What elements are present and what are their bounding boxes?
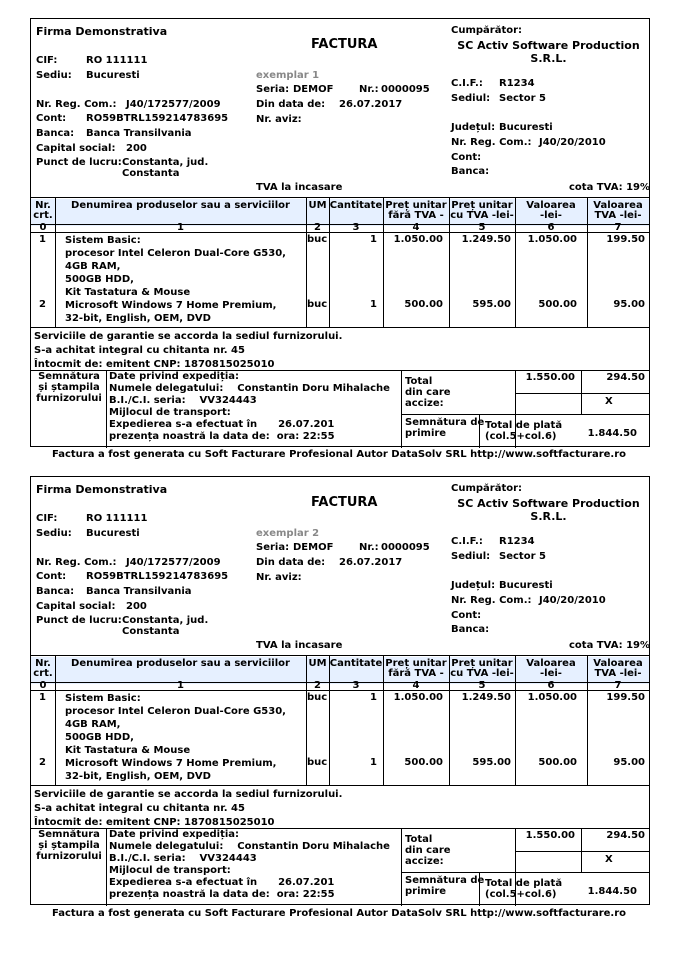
col-um: UM [308,200,327,211]
date-value: 26.07.2017 [339,557,403,568]
buyer-banca-label: Banca: [451,166,490,177]
invoice-notes: Serviciile de garantie se accorda la sediul furnizorului. S-a achitat integral cu chitanta nr. 45 Întocmit de: emitent CNP: 1870815025010 [34,331,343,370]
item-description: Microsoft Windows 7 Home Premium, 32-bit, English, OEM, DVD [65,758,277,782]
serie-label: Seria: [256,542,290,553]
seller-sediu-label: Sediu: [36,70,72,81]
seller-reg: J40/172577/2009 [126,99,221,110]
col-index: 3 [352,222,360,233]
buyer-reg: J40/20/2010 [539,137,606,148]
receipt-signature: Semnătura de primire [405,417,485,439]
seller-cont-label: Cont: [36,113,67,124]
seller-sediu-label: Sediu: [36,528,72,539]
col-um: UM [308,658,327,669]
pay-label: Total de plată (col.5+col.6) [485,420,563,442]
col-index: 1 [177,222,184,233]
pay-label: Total de plată (col.5+col.6) [485,878,563,900]
seller-capital: 200 [126,143,147,154]
seller-capital-label: Capital social: [36,143,116,154]
col-value: Valoarea -lei- [526,200,576,221]
seller-cont-label: Cont: [36,571,67,582]
seller-punct: Constanta, jud. Constanta [122,157,209,179]
total-value: 1.550.00 [525,372,575,383]
copy-label: exemplar 2 [256,528,320,539]
col-index: 5 [478,222,486,233]
seller-capital: 200 [126,601,147,612]
seller-name: Firma Demonstrativa [36,483,168,496]
total-vat: 294.50 [606,372,645,383]
col-unit-price-vat: Preț unitar cu TVA -lei- [450,200,514,221]
nr-value: 0000095 [381,84,430,95]
buyer-judet-label: Județul: [451,580,496,591]
receipt-signature: Semnătura de primire [405,875,485,897]
tva-note: TVA la incasare [256,182,343,193]
aviz-label: Nr. aviz: [256,572,302,583]
date-label: Din data de: [256,99,326,110]
seller-sediu: Bucuresti [86,528,140,539]
buyer-reg-label: Nr. Reg. Com.: [451,595,532,606]
col-index: 6 [547,680,555,691]
serie-value: DEMOF [293,542,334,553]
buyer-cif-label: C.I.F.: [451,536,483,547]
seller-cont: RO59BTRL159214783695 [86,113,229,124]
seller-banca: Banca Transilvania [86,128,192,139]
seller-cont: RO59BTRL159214783695 [86,571,229,582]
col-index: 4 [412,680,420,691]
item-description: Microsoft Windows 7 Home Premium, 32-bit, English, OEM, DVD [65,300,277,324]
invoice-copy-1: Firma Demonstrativa FACTURA Cumpărător: SC Activ Software Production S.R.L. CIF: RO 111111 Sediu: Bucuresti exemplar 1 Seria: DEMOF Nr.: 0000095 Din data de: 26.07.2017 Nr. aviz: Nr. Reg. Com.: J40/172577/2009 Cont: RO59BTRL159214783695 Banca: Banca Transilvania Capital social: 200 Punct de lucru: Constanta, jud. Constanta C.I.F.: R1234 Sediul: Sector 5 Județul: Bucuresti Nr. Reg. Com.: J40/20/2010 Cont: Banca: TVA la incasare cota TVA: 19% Nr. crt. Denumirea produselor sau a serviciilor UM Cantitate Preț unitar fără TVA - Preț unitar cu TVA -lei- Valoarea -lei- Valoarea TVA -lei- 0 1 2 3 4 5 6 7 1 Sistem Basic: procesor Intel Celeron Dual-Core G530, 4GB RAM, 500GB HDD, Kit Tastatura & Mouse buc 1 1.050.00 1.249.50 1.050.00 199.50 2 Microsoft Windows 7 Home Premium, 32-bit, English, OEM, DVD buc 1 500.00 595.00 500.00 95.00 Serviciile de garantie se accorda la sediul furnizorului. S-a achitat integral cu chitanta nr. 45 Întocmit de: emitent CNP: 1870815025010 Semnătura și ștampila furnizorului Date privind expediția: Numele delegatului: Constantin Doru Mihalache B.I./C.I. seria: VV324443 Mijlocul de transport: Expedierea s-a efectuat în 26.07.201 prezența noastră la data de: ora: 22:55 Total din care accize: 1.550.00 294.50 X Semnătura de primire Total de plată (col.5+col.6) 1.844.50 [30,18,650,447]
col-index: 6 [547,222,555,233]
buyer-name: SC Activ Software Production S.R.L. [457,39,640,65]
col-nr: Nr. crt. [33,200,53,221]
buyer-cif-label: C.I.F.: [451,78,483,89]
col-index: 3 [352,680,360,691]
cota-tva: cota TVA: 19% [569,182,651,193]
nr-label: Nr.: [359,84,379,95]
seller-sediu: Bucuresti [86,70,140,81]
buyer-sediu: Sector 5 [499,93,546,104]
expedition-info: Date privind expediția: Numele delegatului: Constantin Doru Mihalache B.I./C.I. seria: VV324443 Mijlocul de transport: Expedierea s-a efectuat în 26.07.201 prezența noastră la data de: ora: 22:55 [109,371,390,442]
invoice-title: FACTURA [311,495,378,510]
footer-note: Factura a fost generata cu Soft Facturare Profesional Autor DataSolv SRL http://www.softfacturare.ro [51,449,627,460]
aviz-label: Nr. aviz: [256,114,302,125]
seller-name: Firma Demonstrativa [36,25,168,38]
seller-punct-label: Punct de lucru: [36,157,122,168]
col-index: 2 [314,222,321,233]
seller-cif-label: CIF: [36,513,58,524]
serie-label: Seria: [256,84,290,95]
invoice-copy-2: Firma Demonstrativa FACTURA Cumpărător: SC Activ Software Production S.R.L. CIF: RO 111111 Sediu: Bucuresti exemplar 2 Seria: DEMOF Nr.: 0000095 Din data de: 26.07.2017 Nr. aviz: Nr. Reg. Com.: J40/172577/2009 Cont: RO59BTRL159214783695 Banca: Banca Transilvania Capital social: 200 Punct de lucru: Constanta, jud. Constanta C.I.F.: R1234 Sediul: Sector 5 Județul: Bucuresti Nr. Reg. Com.: J40/20/2010 Cont: Banca: TVA la incasare cota TVA: 19% Nr. crt. Denumirea produselor sau a serviciilor UM Cantitate Preț unitar fără TVA - Preț unitar cu TVA -lei- Valoarea -lei- Valoarea TVA -lei- 0 1 2 3 4 5 6 7 1 Sistem Basic: procesor Intel Celeron Dual-Core G530, 4GB RAM, 500GB HDD, Kit Tastatura & Mouse buc 1 1.050.00 1.249.50 1.050.00 199.50 2 Microsoft Windows 7 Home Premium, 32-bit, English, OEM, DVD buc 1 500.00 595.00 500.00 95.00 Serviciile de garantie se accorda la sediul furnizorului. S-a achitat integral cu chitanta nr. 45 Întocmit de: emitent CNP: 1870815025010 Semnătura și ștampila furnizorului Date privind expediția: Numele delegatului: Constantin Doru Mihalache B.I./C.I. seria: VV324443 Mijlocul de transport: Expedierea s-a efectuat în 26.07.201 prezența noastră la data de: ora: 22:55 Total din care accize: 1.550.00 294.50 X Semnătura de primire Total de plată (col.5+col.6) 1.844.50 [30,476,650,905]
col-index: 4 [412,222,420,233]
buyer-sediu: Sector 5 [499,551,546,562]
supplier-signature: Semnătura și ștampila furnizorului [36,829,102,862]
seller-reg: J40/172577/2009 [126,557,221,568]
buyer-name: SC Activ Software Production S.R.L. [457,497,640,523]
col-vat-value: Valoarea TVA -lei- [593,200,643,221]
seller-banca: Banca Transilvania [86,586,192,597]
buyer-banca-label: Banca: [451,624,490,635]
buyer-judet: Bucuresti [499,122,553,133]
buyer-header: Cumpărător: [451,483,523,494]
col-nr: Nr. crt. [33,658,53,679]
col-vat-value: Valoarea TVA -lei- [593,658,643,679]
seller-banca-label: Banca: [36,586,75,597]
item-description: Sistem Basic: procesor Intel Celeron Dual-Core G530, 4GB RAM, 500GB HDD, Kit Tastatura & Mouse [65,235,286,298]
seller-banca-label: Banca: [36,128,75,139]
buyer-reg-label: Nr. Reg. Com.: [451,137,532,148]
total-vat: 294.50 [606,830,645,841]
col-unit-price-vat: Preț unitar cu TVA -lei- [450,658,514,679]
buyer-cont-label: Cont: [451,152,482,163]
cota-tva: cota TVA: 19% [569,640,651,651]
seller-punct-label: Punct de lucru: [36,615,122,626]
col-desc: Denumirea produselor sau a serviciilor [71,658,290,669]
footer-note: Factura a fost generata cu Soft Facturare Profesional Autor DataSolv SRL http://www.softfacturare.ro [51,908,627,919]
col-index: 0 [39,680,47,691]
col-index: 1 [177,680,184,691]
date-value: 26.07.2017 [339,99,403,110]
serie-value: DEMOF [293,84,334,95]
total-label: Total din care accize: [405,376,451,409]
accize-mark: X [605,854,613,865]
col-desc: Denumirea produselor sau a serviciilor [71,200,290,211]
seller-reg-label: Nr. Reg. Com.: [36,99,117,110]
col-index: 5 [478,680,486,691]
buyer-reg: J40/20/2010 [539,595,606,606]
date-label: Din data de: [256,557,326,568]
col-unit-price: Preț unitar fără TVA - [385,200,447,221]
col-qty: Cantitate [329,200,383,211]
supplier-signature: Semnătura și ștampila furnizorului [36,371,102,404]
nr-label: Nr.: [359,542,379,553]
seller-cif: RO 111111 [86,513,148,524]
col-index: 7 [614,680,622,691]
col-qty: Cantitate [329,658,383,669]
buyer-judet-label: Județul: [451,122,496,133]
buyer-judet: Bucuresti [499,580,553,591]
nr-value: 0000095 [381,542,430,553]
buyer-sediu-label: Sediul: [451,551,491,562]
accize-mark: X [605,396,613,407]
seller-cif-label: CIF: [36,55,58,66]
pay-total: 1.844.50 [587,428,637,439]
buyer-cif: R1234 [499,536,535,547]
tva-note: TVA la incasare [256,640,343,651]
invoice-notes: Serviciile de garantie se accorda la sediul furnizorului. S-a achitat integral cu chitanta nr. 45 Întocmit de: emitent CNP: 1870815025010 [34,789,343,828]
col-value: Valoarea -lei- [526,658,576,679]
item-description: Sistem Basic: procesor Intel Celeron Dual-Core G530, 4GB RAM, 500GB HDD, Kit Tastatura & Mouse [65,693,286,756]
buyer-cont-label: Cont: [451,610,482,621]
total-value: 1.550.00 [525,830,575,841]
total-label: Total din care accize: [405,834,451,867]
buyer-cif: R1234 [499,78,535,89]
col-index: 0 [39,222,47,233]
buyer-header: Cumpărător: [451,25,523,36]
pay-total: 1.844.50 [587,886,637,897]
col-index: 2 [314,680,321,691]
col-unit-price: Preț unitar fără TVA - [385,658,447,679]
col-index: 7 [614,222,622,233]
seller-cif: RO 111111 [86,55,148,66]
expedition-info: Date privind expediția: Numele delegatului: Constantin Doru Mihalache B.I./C.I. seria: VV324443 Mijlocul de transport: Expedierea s-a efectuat în 26.07.201 prezența noastră la data de: ora: 22:55 [109,829,390,900]
seller-reg-label: Nr. Reg. Com.: [36,557,117,568]
seller-capital-label: Capital social: [36,601,116,612]
invoice-title: FACTURA [311,37,378,52]
buyer-sediu-label: Sediul: [451,93,491,104]
seller-punct: Constanta, jud. Constanta [122,615,209,637]
copy-label: exemplar 1 [256,70,320,81]
